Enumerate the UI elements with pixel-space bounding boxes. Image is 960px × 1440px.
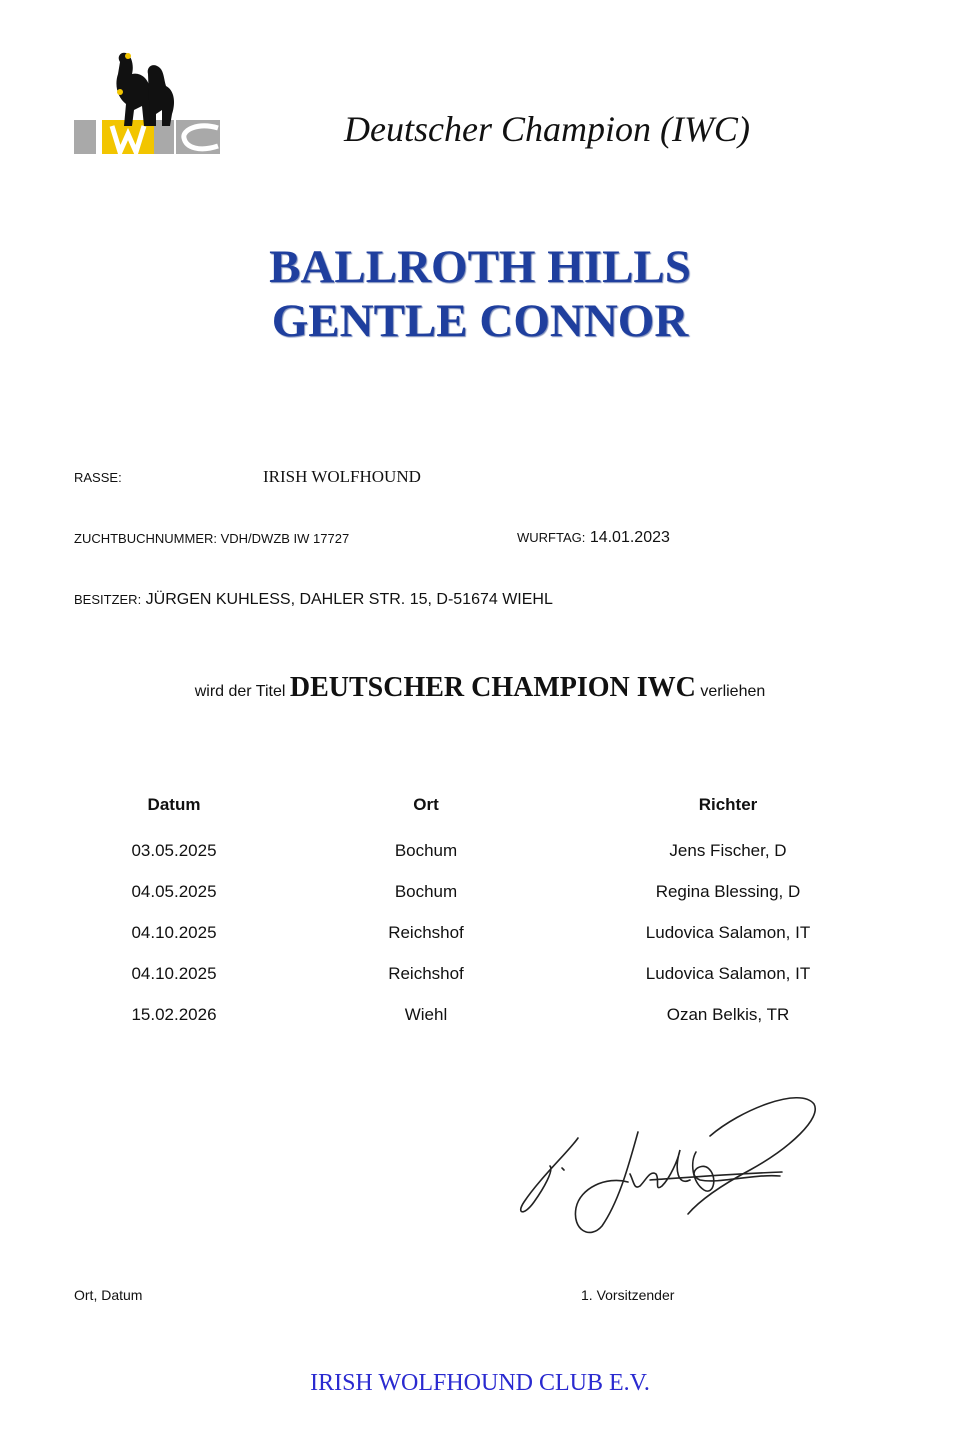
- breed-label: RASSE:: [74, 470, 122, 485]
- row-3-datum: 04.10.2025: [131, 923, 217, 942]
- owner-value: JÜRGEN KUHLESS, DAHLER STR. 15, D-51674 WIEHL: [145, 591, 553, 608]
- certificate-title: Deutscher Champion (IWC): [344, 109, 750, 149]
- award-suffix: verliehen: [700, 683, 766, 700]
- header-ort: Ort: [413, 795, 439, 814]
- row-1-datum: 03.05.2025: [131, 841, 217, 860]
- dog-name: [0, 240, 960, 348]
- award-title: DEUTSCHER CHAMPION IWC: [289, 672, 696, 703]
- breed-value: IRISH WOLFHOUND: [263, 467, 421, 486]
- birth-date-value: 14.01.2023: [589, 529, 670, 546]
- dog-name-line-1: BALLROTH HILLS: [269, 241, 691, 293]
- row-5-datum: 15.02.2026: [131, 1005, 217, 1024]
- owner-label: BESITZER:: [74, 592, 142, 607]
- signature: [510, 1090, 820, 1240]
- award-statement: [0, 672, 960, 704]
- row-5-richter: Ozan Belkis, TR: [666, 1005, 790, 1024]
- row-4-richter: Ludovica Salamon, IT: [645, 964, 811, 983]
- header-datum: Datum: [147, 795, 201, 814]
- row-2-datum: 04.05.2025: [131, 882, 217, 901]
- row-4-datum: 04.10.2025: [131, 964, 217, 983]
- place-date-label: Ort, Datum: [74, 1287, 143, 1303]
- birth-date-label: WURFTAG:: [517, 530, 586, 545]
- owner: [74, 591, 553, 609]
- iwc-logo: [72, 44, 222, 160]
- row-5-ort: Wiehl: [404, 1005, 448, 1024]
- club-name: IRISH WOLFHOUND CLUB E.V.: [310, 1370, 650, 1396]
- chairman-label: 1. Vorsitzender: [581, 1287, 675, 1303]
- row-2-richter: Regina Blessing, D: [655, 882, 801, 901]
- row-3-ort: Reichshof: [388, 923, 464, 942]
- row-4-ort: Reichshof: [388, 964, 464, 983]
- dog-name-line-2: GENTLE CONNOR: [271, 295, 689, 347]
- row-1-richter: Jens Fischer, D: [669, 841, 787, 860]
- row-3-richter: Ludovica Salamon, IT: [645, 923, 811, 942]
- studbook-number: ZUCHTBUCHNUMMER: VDH/DWZB IW 17727: [74, 531, 350, 546]
- row-2-ort: Bochum: [394, 882, 458, 901]
- row-1-ort: Bochum: [394, 841, 458, 860]
- award-prefix: wird der Titel: [194, 683, 286, 700]
- birth-date: [517, 529, 670, 547]
- header-richter: Richter: [698, 795, 758, 814]
